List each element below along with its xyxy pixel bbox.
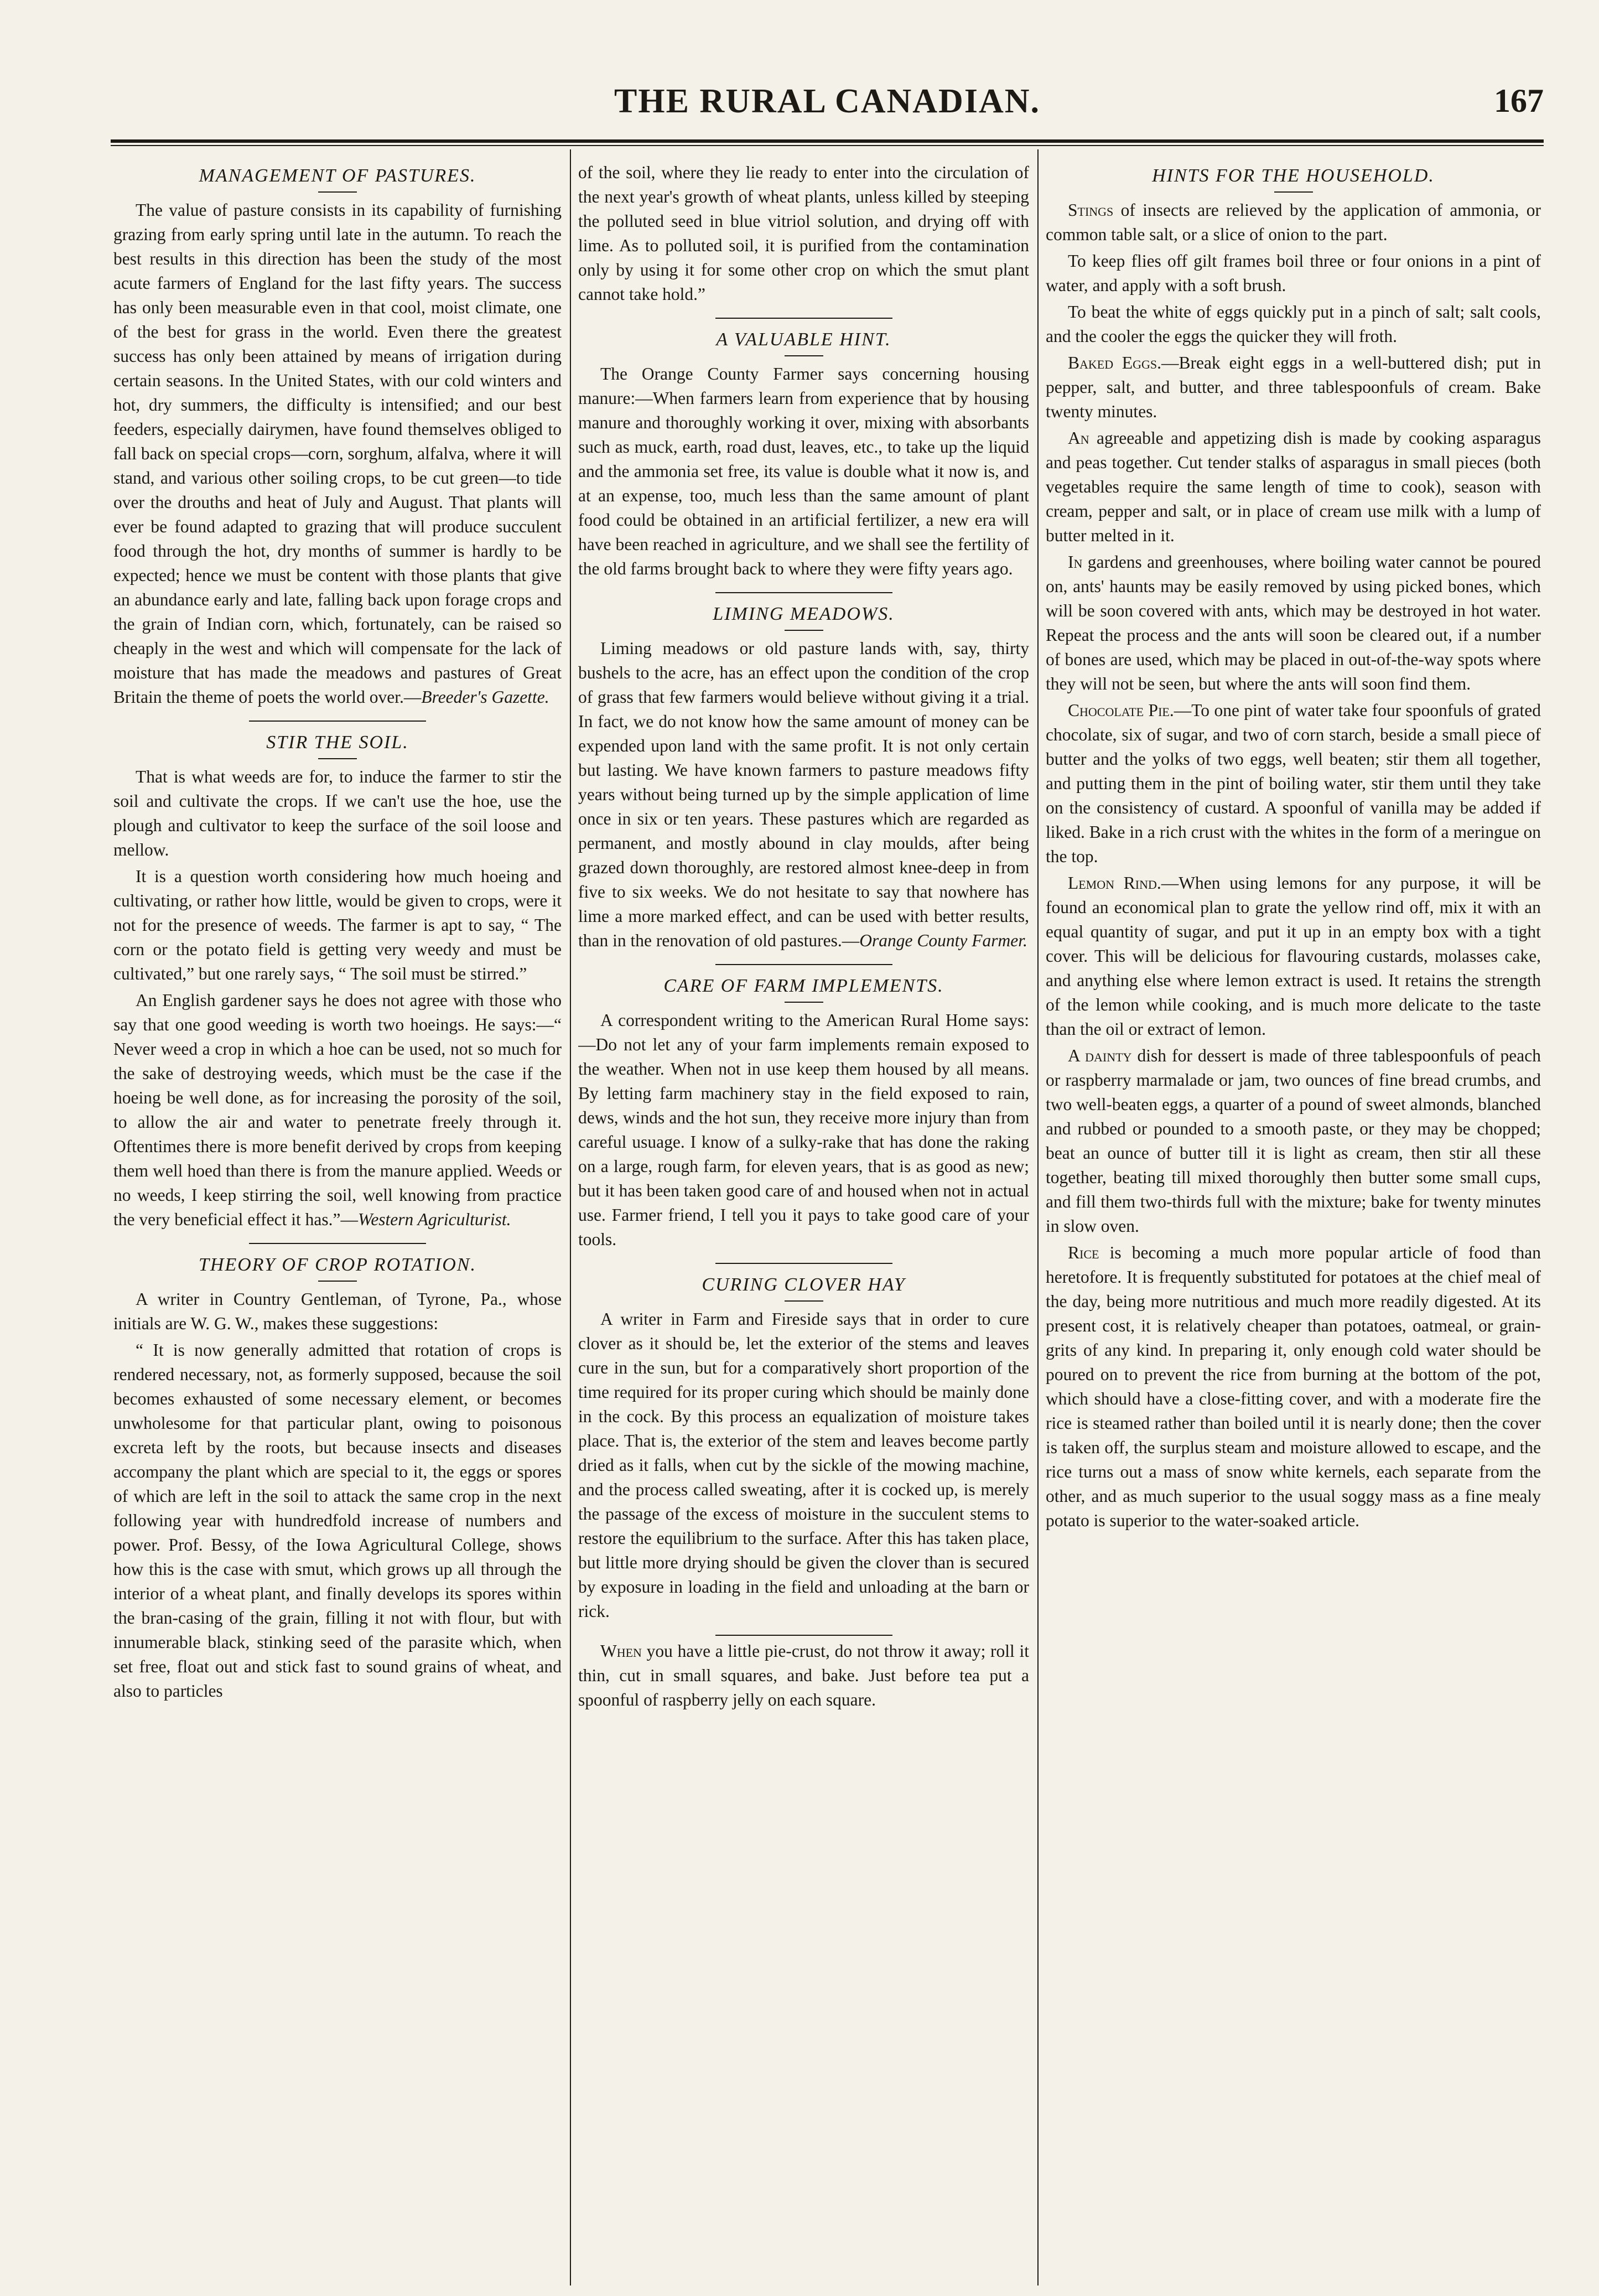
- paragraph-text: Liming meadows or old pasture lands with, say, thirty bushels to the acre, has an effect upon the condition of the crop of grass that few farmers would believe without giving it a trial. In fact, we do not know how the same amount of money can be expended upon land with the same profit. It is not only certain but lasting. We have known farmers to pasture meadows fifty years without being turned up by the simple application of lime once in six or ten years. These pastures which are regarded as permanent, and mostly abound in clay moulds, after being grazed down thoroughly, are restored almost knee-deep in from five to six weeks. We do not hesitate to say that nowhere has lime a more marked effect, and can be used with better results, than in the renovation of old pastures.—: [578, 639, 1029, 950]
- article-heading-liming: LIMING MEADOWS.: [713, 604, 895, 624]
- article-heading-implements: CARE OF FARM IMPLEMENTS.: [663, 976, 944, 996]
- article-heading-stir: STIR THE SOIL.: [266, 732, 409, 753]
- article-heading-household: HINTS FOR THE HOUSEHOLD.: [1152, 165, 1435, 186]
- article-paragraph: [578, 636, 1029, 953]
- article-paragraph: [1046, 351, 1541, 424]
- article-paragraph: [1046, 1044, 1541, 1238]
- article-paragraph: To beat the white of eggs quickly put in a pinch of salt; salt cools, and the cooler the eggs the quicker they will froth.: [1046, 302, 1541, 346]
- article-separator: [715, 1635, 892, 1636]
- article-paragraph: It is a question worth considering how much hoeing and cultivating, or rather how little, would be given to crops, were it not for the presence of weeds. The farmer is apt to say, “ The corn or the potato field is getting very weedy and must be cultivated,” but one rarely says, “ The soil must be stirred.”: [113, 867, 562, 983]
- lead-word: Baked Eggs.: [1068, 353, 1162, 372]
- article-source: Breeder's Gazette.: [421, 687, 549, 707]
- lead-word: In: [1068, 552, 1083, 572]
- article-paragraph: [113, 988, 562, 1232]
- article-paragraph: [1046, 198, 1541, 247]
- article-heading-pastures: MANAGEMENT OF PASTURES.: [199, 165, 476, 186]
- page-header: [111, 66, 1544, 138]
- heading-dash: [785, 630, 823, 631]
- lead-word: Lemon Rind.: [1068, 873, 1161, 893]
- lead-word: Chocolate Pie.: [1068, 701, 1174, 720]
- article-source: Western Agriculturist.: [357, 1210, 511, 1229]
- article-paragraph: The Orange County Farmer says concerning housing manure:—When farmers learn from experience that by housing manure and thoroughly working it over, mixing with absorbants such as muck, earth, road dust, leaves, etc., to take up the liquid and the ammonia set free, its value is double what it now is, and at an expense, too, much less than the same amount of plant food could be obtained in an artificial fertilizer, a new era will have been reached in agriculture, and we shall see the fertility of the old farms brought back to where they were fifty years ago.: [578, 364, 1029, 578]
- article-paragraph: [113, 198, 562, 709]
- article-separator: [249, 1243, 426, 1244]
- heading-dash: [785, 1002, 823, 1003]
- article-paragraph: To keep flies off gilt frames boil three or four onions in a pint of water, and apply with a soft brush.: [1046, 251, 1541, 295]
- header-rule-thin: [111, 145, 1544, 146]
- paragraph-text: gardens and greenhouses, where boiling water cannot be poured on, ants' haunts may be easily removed by using picked bones, which will be soon covered with ants, which may be destroyed in hot water. Repeat the process and the ants will soon be cleared out, if a number of bones are used, which may be placed in out-of-the-way spots where they will not be seen, but where the ants will soon find them.: [1046, 552, 1541, 693]
- column-1: [113, 155, 562, 2285]
- lead-word: A dainty: [1068, 1046, 1132, 1065]
- lead-word: An: [1068, 428, 1089, 448]
- heading-dash: [318, 1281, 357, 1282]
- masthead-title: THE RURAL CANADIAN.: [614, 82, 1040, 120]
- article-paragraph: That is what weeds are for, to induce the farmer to stir the soil and cultivate the crops. If we can't use the hoe, use the plough and cultivator to keep the surface of the soil loose and mellow.: [113, 767, 562, 859]
- heading-dash: [1274, 191, 1313, 193]
- lead-word: When: [600, 1641, 642, 1661]
- paragraph-text: agreeable and appetizing dish is made by cooking asparagus and peas together. Cut tender stalks of asparagus in small pieces (both vegetables require the same length of time to cook), season with cream, pepper and salt, or in place of cream use milk with a lump of butter melted in it.: [1046, 428, 1541, 545]
- paragraph-text: The value of pasture consists in its capability of furnishing grazing from early spring until late in the autumn. To reach the best results in this direction has been the study of the most acute farmers of England for the last fifty years. The success has only been measurable even in that cool, moist climate, one of the best for grass in the world. Even there the greatest success has only been attained by means of irrigation during certain seasons. In the United States, with our cold winters and hot, dry summers, the difficulty is intensified; and our best feeders, especially dairymen, have found themselves obliged to fall back on special crops—corn, sorghum, alfalva, where it will stand, and various other soiling crops, to be cut green—to tide over the drouths and heat of July and August. That plants will ever be found adapted to grazing that will produce succulent food through the hot, dry months of summer is hardly to be expected; hence we must be content with those plants that give an abundance early and late, falling back upon forage crops and the grain of Indian corn, which, fortunately, can be raised so cheaply in the west and which will compensate for the lack of moisture that has made the meadows and pastures of Great Britain the theme of poets the world over.—: [113, 200, 562, 707]
- heading-dash: [318, 758, 357, 759]
- page-number: 167: [1494, 82, 1544, 119]
- heading-dash: [318, 191, 357, 193]
- article-heading-clover: CURING CLOVER HAY: [702, 1274, 906, 1295]
- heading-dash: [785, 355, 823, 356]
- article-separator: [715, 318, 892, 319]
- heading-dash: [785, 1300, 823, 1302]
- article-paragraph: A correspondent writing to the American Rural Home says:—Do not let any of your farm implements remain exposed to the weather. When not in use keep them housed by all means. By letting farm machinery stay in the field exposed to rain, dews, winds and the hot sun, they receive more injury than from careful usuage. I know of a sulky-rake that has done the raking on a large, rough farm, for eleven years, that is as good as new; but it has been taken good care of and housed when not in actual use. Farmer friend, I tell you it pays to take good care of your tools.: [578, 1010, 1029, 1249]
- article-separator: [715, 1263, 892, 1264]
- article-paragraph: [1046, 871, 1541, 1041]
- article-heading-hint: A VALUABLE HINT.: [716, 329, 891, 350]
- article-heading-rotation: THEORY OF CROP ROTATION.: [198, 1255, 476, 1275]
- lead-word: Stings: [1068, 200, 1114, 220]
- article-paragraph: [1046, 1241, 1541, 1533]
- article-paragraph: “ It is now generally admitted that rotation of crops is rendered necessary, not, as formerly supposed, because the soil becomes exhausted of some necessary element, or becomes unwholesome for that particular plant, owing to poisonous excreta left by the roots, but because insects and diseases accompany the plant which are special to it, the eggs or spores of which are left in the soil to attack the same crop in the next following year with hundredfold increase of numbers and power. Prof. Bessy, of the Iowa Agricultural College, shows how this is the case with smut, which grows up all through the interior of a wheat plant, and finally develops its spores within the bran-casing of the grain, filling it not with flour, but with innumerable black, stinking seed of the parasite which, when set free, float out and stick fast to sound grains of wheat, and also to particles: [113, 1340, 562, 1701]
- article-paragraph: [578, 1639, 1029, 1712]
- header-rule: [111, 139, 1544, 143]
- column-3: [1046, 155, 1541, 2285]
- paragraph-text: of insects are relieved by the application of ammonia, or common table salt, or a slice of onion to the part.: [1046, 200, 1541, 244]
- lead-word: Rice: [1068, 1243, 1099, 1262]
- article-paragraph: [1046, 550, 1541, 696]
- paragraph-text: —Break eight eggs in a well-buttered dish; put in pepper, salt, and butter, and three tablespoonfuls of cream. Bake twenty minutes.: [1046, 353, 1541, 421]
- article-paragraph: A writer in Country Gentleman, of Tyrone, Pa., whose initials are W. G. W., makes these suggestions:: [113, 1289, 562, 1333]
- paragraph-text: you have a little pie-crust, do not throw it away; roll it thin, cut in small squares, and bake. Just before tea put a spoonful of raspberry jelly on each square.: [578, 1641, 1029, 1709]
- paragraph-text: —When using lemons for any purpose, it will be found an economical plan to grate the yellow rind off, mix it with an equal quantity of sugar, and put it up in an empty box with a tight cover. This will be delicious for flavouring custards, molasses cake, and anything else where lemon extract is used. It retains the strength of the lemon while cooking, and is much more delicate to the taste than the oil or extract of lemon.: [1046, 873, 1541, 1039]
- article-paragraph: A writer in Farm and Fireside says that in order to cure clover as it should be, let the exterior of the stems and leaves cure in the sun, but for a comparatively short proportion of the time required for its proper curing which should be mainly done in the cock. By this process an equalization of moisture takes place. That is, the exterior of the stem and leaves become partly dried as it falls, when cut by the sickle of the mowing machine, and the process called sweating, after it is cocked up, is merely the passage of the excess of moisture in the succulent stems to restore the equilibrium to the surface. After this has taken place, but little more drying should be given the clover than is secured by exposure in loading in the field and unloading at the barn or rick.: [578, 1309, 1029, 1621]
- article-separator: [715, 964, 892, 965]
- column-2: [578, 155, 1029, 2285]
- article-paragraph: [1046, 426, 1541, 548]
- paragraph-text: —To one pint of water take four spoonfuls of grated chocolate, six of sugar, and two of corn starch, beside a small piece of butter and the yolks of two eggs, well beaten; stir them all together, and putting them in the pint of boiling water, stir them until they take on the consistency of custard. A spoonful of vanilla may be added if liked. Bake in a rich crust with the whites in the form of a meringue on the top.: [1046, 701, 1541, 866]
- article-source: Orange County Farmer.: [859, 931, 1027, 950]
- article-separator: [249, 721, 426, 722]
- paragraph-text: is becoming a much more popular article of food than heretofore. It is frequently substituted for potatoes at the chief meal of the day, being more nutritious and much more readily digested. At its present cost, it is relatively cheaper than potatoes, oatmeal, or grain-grits of any kind. In preparing it, only enough cold water should be poured on to prevent the rice from burning at the bottom of the pot, which should have a close-fitting cover, and with a moderate fire the rice is steamed rather than boiled until it is nearly done; then the cover is taken off, the surplus steam and moisture allowed to escape, and the rice turns out a mass of snow white kernels, each separate from the other, and as much superior to the usual soggy mass as a fine mealy potato is superior to the water-soaked article.: [1046, 1243, 1541, 1530]
- paragraph-text: dish for dessert is made of three tablespoonfuls of peach or raspberry marmalade or jam, two ounces of fine bread crumbs, and two well-beaten eggs, a quarter of a pound of sweet almonds, blanched and rubbed or pounded to a smooth paste, or they may be chopped; beat an ounce of butter till it is light as cream, then stir all these together, beating till mixed thoroughly then butter some small cups, and fill them two-thirds full with the mixture; bake for twenty minutes in slow oven.: [1046, 1046, 1541, 1236]
- article-paragraph: [1046, 698, 1541, 869]
- column-rule-2: [1037, 149, 1039, 2285]
- article-separator: [715, 592, 892, 593]
- paragraph-text: An English gardener says he does not agree with those who say that one good weeding is worth two hoeings. He says:—“ Never weed a crop in which a hoe can be used, not so much for the sake of destroying weeds, which must be the case if the hoeing be well done, as for increasing the porosity of the soil, to allow the air and water to penetrate freely through it. Oftentimes there is more benefit derived by crops from keeping them well hoed than there is from the manure applied. Weeds or no weeds, I keep stirring the soil, well knowing from practice the very beneficial effect it has.”—: [113, 991, 562, 1229]
- column-rule-1: [570, 149, 571, 2285]
- article-paragraph: of the soil, where they lie ready to enter into the circulation of the next year's growth of wheat plants, unless killed by steeping the polluted seed in blue vitriol solution, and drying off with lime. As to polluted soil, it is purified from the contamination only by using it for some other crop on which the smut plant cannot take hold.”: [578, 163, 1029, 304]
